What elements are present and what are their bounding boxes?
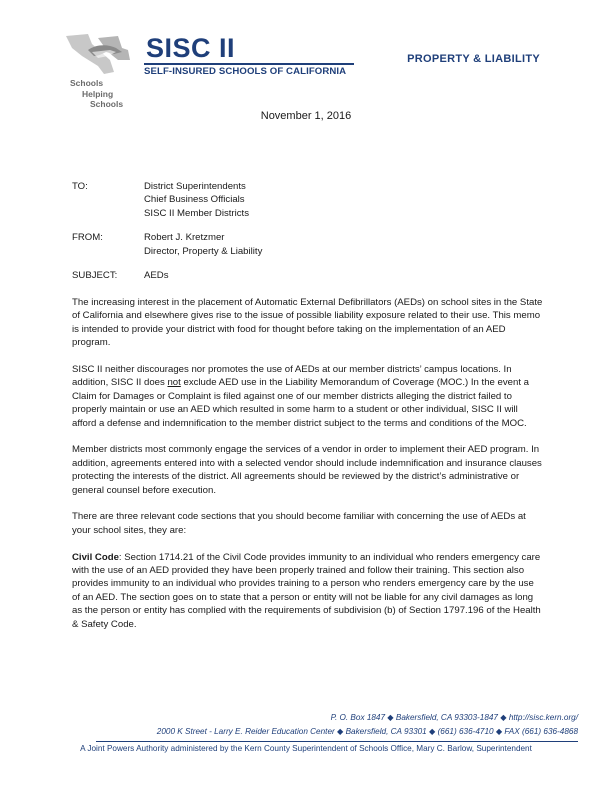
footer-jpa-note: A Joint Powers Authority administered by the Kern County Superintendent of Schools Office, Mary C. Barlow, Superintendent [80, 744, 532, 753]
civil-code-label: Civil Code [72, 551, 119, 563]
memo-body [72, 296, 544, 644]
underlined-not: not [167, 377, 181, 389]
to-row [72, 180, 262, 220]
paragraph-text: : Section 1714.21 of the Civil Code provides immunity to an individual who renders emergency care with the use of an AED provided they have been properly trained and follow their training. This section also provides immunity to an individual who provides training to a person who renders emergency care by the use of an AED. The section goes on to state that a person or entity will not be liable for any civil damages as long as the person or entity has complied with the requirements of subdivision (b) of Section 1797.196 of the Health & Safety Code. [72, 551, 541, 630]
recipient: Chief Business Officials [144, 194, 245, 206]
paragraph-coverage [72, 363, 544, 430]
logo-rule [144, 63, 354, 65]
tagline-line: Schools [70, 78, 104, 88]
logo [58, 30, 358, 110]
footer-street-address: 2000 K Street - Larry E. Reider Education Center ◆ Bakersfield, CA 93301 ◆ (661) 636-4710 ◆ FAX (661) 636-4868 [156, 727, 578, 736]
paragraph-text: SISC II neither discourages nor promotes the use of AEDs at our member districts’ campus locations. In addition, SISC II does [72, 364, 512, 389]
footer-rule [96, 741, 578, 742]
to-label: TO: [72, 181, 88, 192]
sender-title: Director, Property & Liability [144, 245, 263, 257]
logo-subtitle: SELF-INSURED SCHOOLS OF CALIFORNIA [144, 66, 347, 77]
memo-date: November 1, 2016 [260, 110, 352, 122]
logo-tagline [70, 78, 123, 110]
subject-value: AEDs [144, 270, 169, 282]
recipient: District Superintendents [144, 181, 246, 192]
paragraph-civil-code [72, 551, 544, 631]
paragraph-vendors: Member districts most commonly engage the services of a vendor in order to implement their AED program. In addition, agreements entered into with a selected vendor should include indemnification and insurance clauses protecting the interests of the district. All agreements should be reviewed by the district’s administrative or general counsel before execution. [72, 444, 542, 496]
footer-mailing-address: P. O. Box 1847 ◆ Bakersfield, CA 93303-1847 ◆ http://sisc.kern.org/ [330, 713, 578, 722]
tagline-line: Helping [82, 88, 114, 99]
california-handshake-logo-icon [58, 30, 148, 80]
paragraph-intro: The increasing interest in the placement of Automatic External Defibrillators (AEDs) on school sites in the State of California and elsewhere gives rise to the issue of possible liability exposure related to their use. This memo is intended to provide your district with food for thought before taking on the implementation of an AED program. [72, 297, 543, 349]
department-label: PROPERTY & LIABILITY [407, 53, 540, 65]
subject-row [72, 269, 262, 282]
from-sender [144, 231, 262, 258]
to-recipients [144, 180, 249, 220]
memo-header [72, 180, 262, 293]
logo-title: SISC II [146, 33, 236, 63]
paragraph-text: exclude AED use in the Liability Memorandum of Coverage (MOC.) In the event a Claim for Damages or Complaint is filed against one of our member districts alleging the district failed to properly maintain or use an AED which resulted in some harm to a student or other individual, SISC II will afford a defense and indemnification to the member district subject to the terms and conditions of the MOC. [72, 377, 530, 429]
from-row [72, 231, 262, 258]
paragraph-code-sections: There are three relevant code sections that you should become familiar with concerning the use of AEDs at your school sites, they are: [72, 511, 526, 536]
from-label: FROM: [72, 232, 103, 244]
subject-label: SUBJECT: [72, 270, 118, 282]
recipient: SISC II Member Districts [144, 207, 250, 219]
tagline-line: Schools [90, 99, 124, 109]
sender-name: Robert J. Kretzmer [144, 232, 225, 244]
